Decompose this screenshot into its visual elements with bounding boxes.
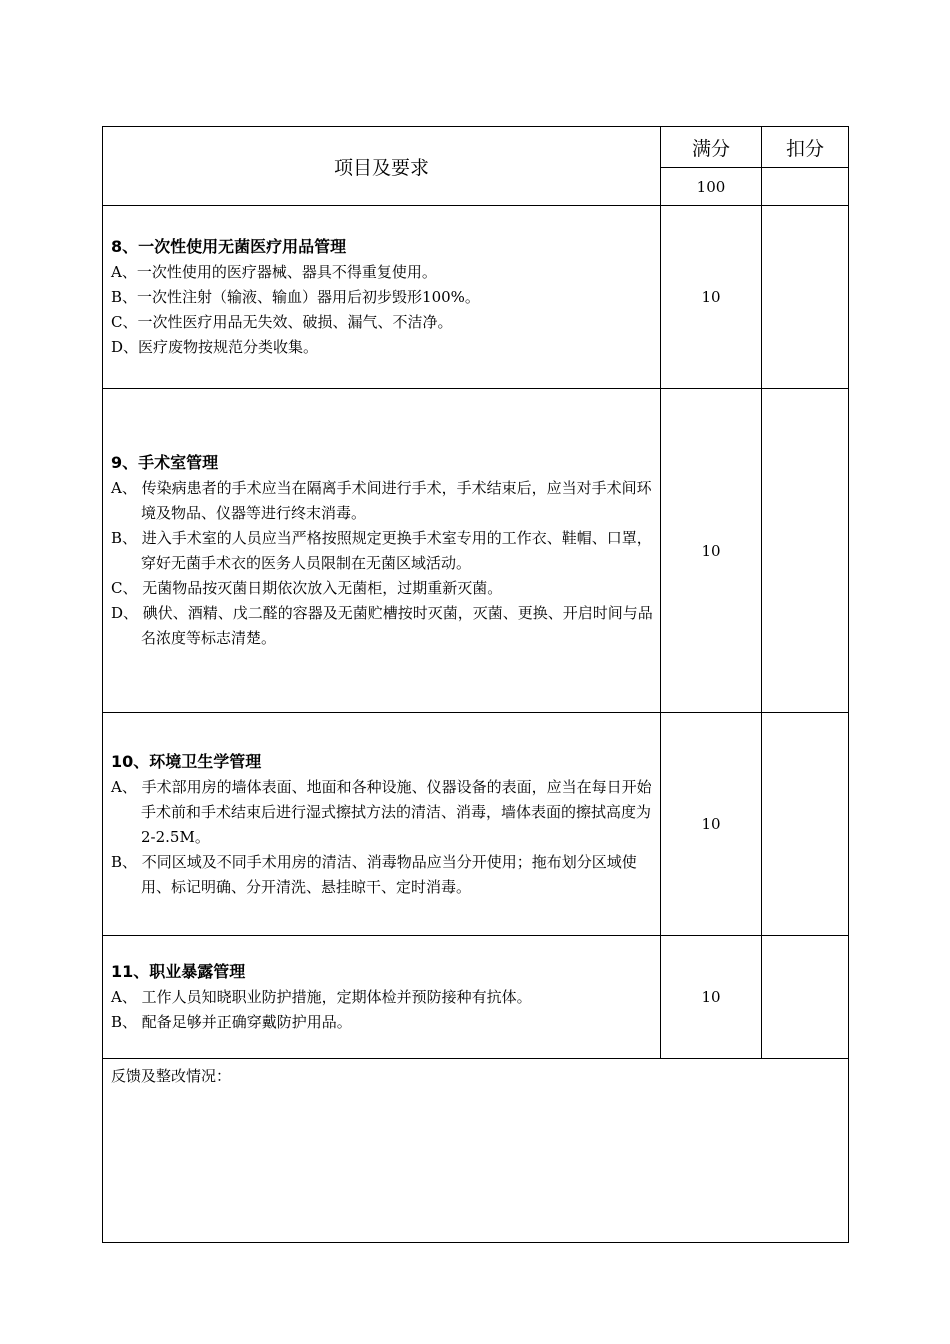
deduction-header: 扣分	[762, 127, 849, 168]
requirement-line: B、 不同区域及不同手术用房的清洁、消毒物品应当分开使用；拖布划分区域使用、标记明确、分开清洗、悬挂晾干、定时消毒。	[111, 852, 637, 896]
requirement-line: B、 进入手术室的人员应当严格按照规定更换手术室专用的工作衣、鞋帽、口罩，穿好无菌手术衣的医务人员限制在无菌区域活动。	[111, 529, 652, 572]
requirement-line: A、 传染病患者的手术应当在隔离手术间进行手术，手术结束后，应当对手术间环境及物品、仪器等进行终末消毒。	[111, 479, 652, 522]
section-deduction[interactable]	[762, 936, 849, 1059]
full-score-total: 100	[661, 168, 762, 206]
section-title: 8、一次性使用无菌医疗用品管理	[111, 237, 347, 256]
requirement-line: D、 碘伏、酒精、戊二醛的容器及无菌贮槽按时灭菌，灭菌、更换、开启时间与品名浓度等标志清楚。	[111, 604, 653, 647]
section-full-score: 10	[661, 713, 762, 936]
evaluation-form	[102, 126, 848, 1243]
section-content	[103, 389, 661, 713]
section-title: 9、手术室管理	[111, 453, 219, 472]
section-deduction[interactable]	[762, 389, 849, 713]
header-row	[103, 127, 849, 168]
requirement-line: A、一次性使用的医疗器械、器具不得重复使用。	[111, 263, 437, 281]
section-deduction[interactable]	[762, 206, 849, 389]
section-row	[103, 936, 849, 1059]
requirement-line: C、 无菌物品按灭菌日期依次放入无菌柜，过期重新灭菌。	[111, 579, 503, 597]
deduction-total[interactable]	[762, 168, 849, 206]
section-content	[103, 936, 661, 1059]
item-requirements-header: 项目及要求	[103, 127, 661, 206]
section-row	[103, 713, 849, 936]
feedback-area[interactable]	[103, 1059, 849, 1243]
section-content	[103, 713, 661, 936]
requirement-line: D、医疗废物按规范分类收集。	[111, 338, 319, 356]
section-full-score: 10	[661, 206, 762, 389]
section-full-score: 10	[661, 389, 762, 713]
requirement-line: C、一次性医疗用品无失效、破损、漏气、不洁净。	[111, 313, 453, 331]
section-title: 10、环境卫生学管理	[111, 751, 262, 771]
scoring-table	[102, 126, 849, 1243]
requirement-line: B、一次性注射（输液、输血）器用后初步毁形100%。	[111, 288, 480, 306]
feedback-label: 反馈及整改情况：	[111, 1067, 232, 1085]
requirement-line: B、 配备足够并正确穿戴防护用品。	[111, 1013, 352, 1031]
section-row	[103, 206, 849, 389]
section-content	[103, 206, 661, 389]
full-score-header: 满分	[661, 127, 762, 168]
requirement-line: A、 手术部用房的墙体表面、地面和各种设施、仪器设备的表面，应当在每日开始手术前和手术结束后进行湿式擦拭方法的清洁、消毒，墙体表面的擦拭高度为2-2.5M。	[111, 777, 652, 846]
section-title: 11、职业暴露管理	[111, 962, 246, 981]
feedback-row	[103, 1059, 849, 1243]
section-row	[103, 389, 849, 713]
requirement-line: A、 工作人员知晓职业防护措施，定期体检并预防接种有抗体。	[111, 988, 532, 1006]
section-full-score: 10	[661, 936, 762, 1059]
section-deduction[interactable]	[762, 713, 849, 936]
